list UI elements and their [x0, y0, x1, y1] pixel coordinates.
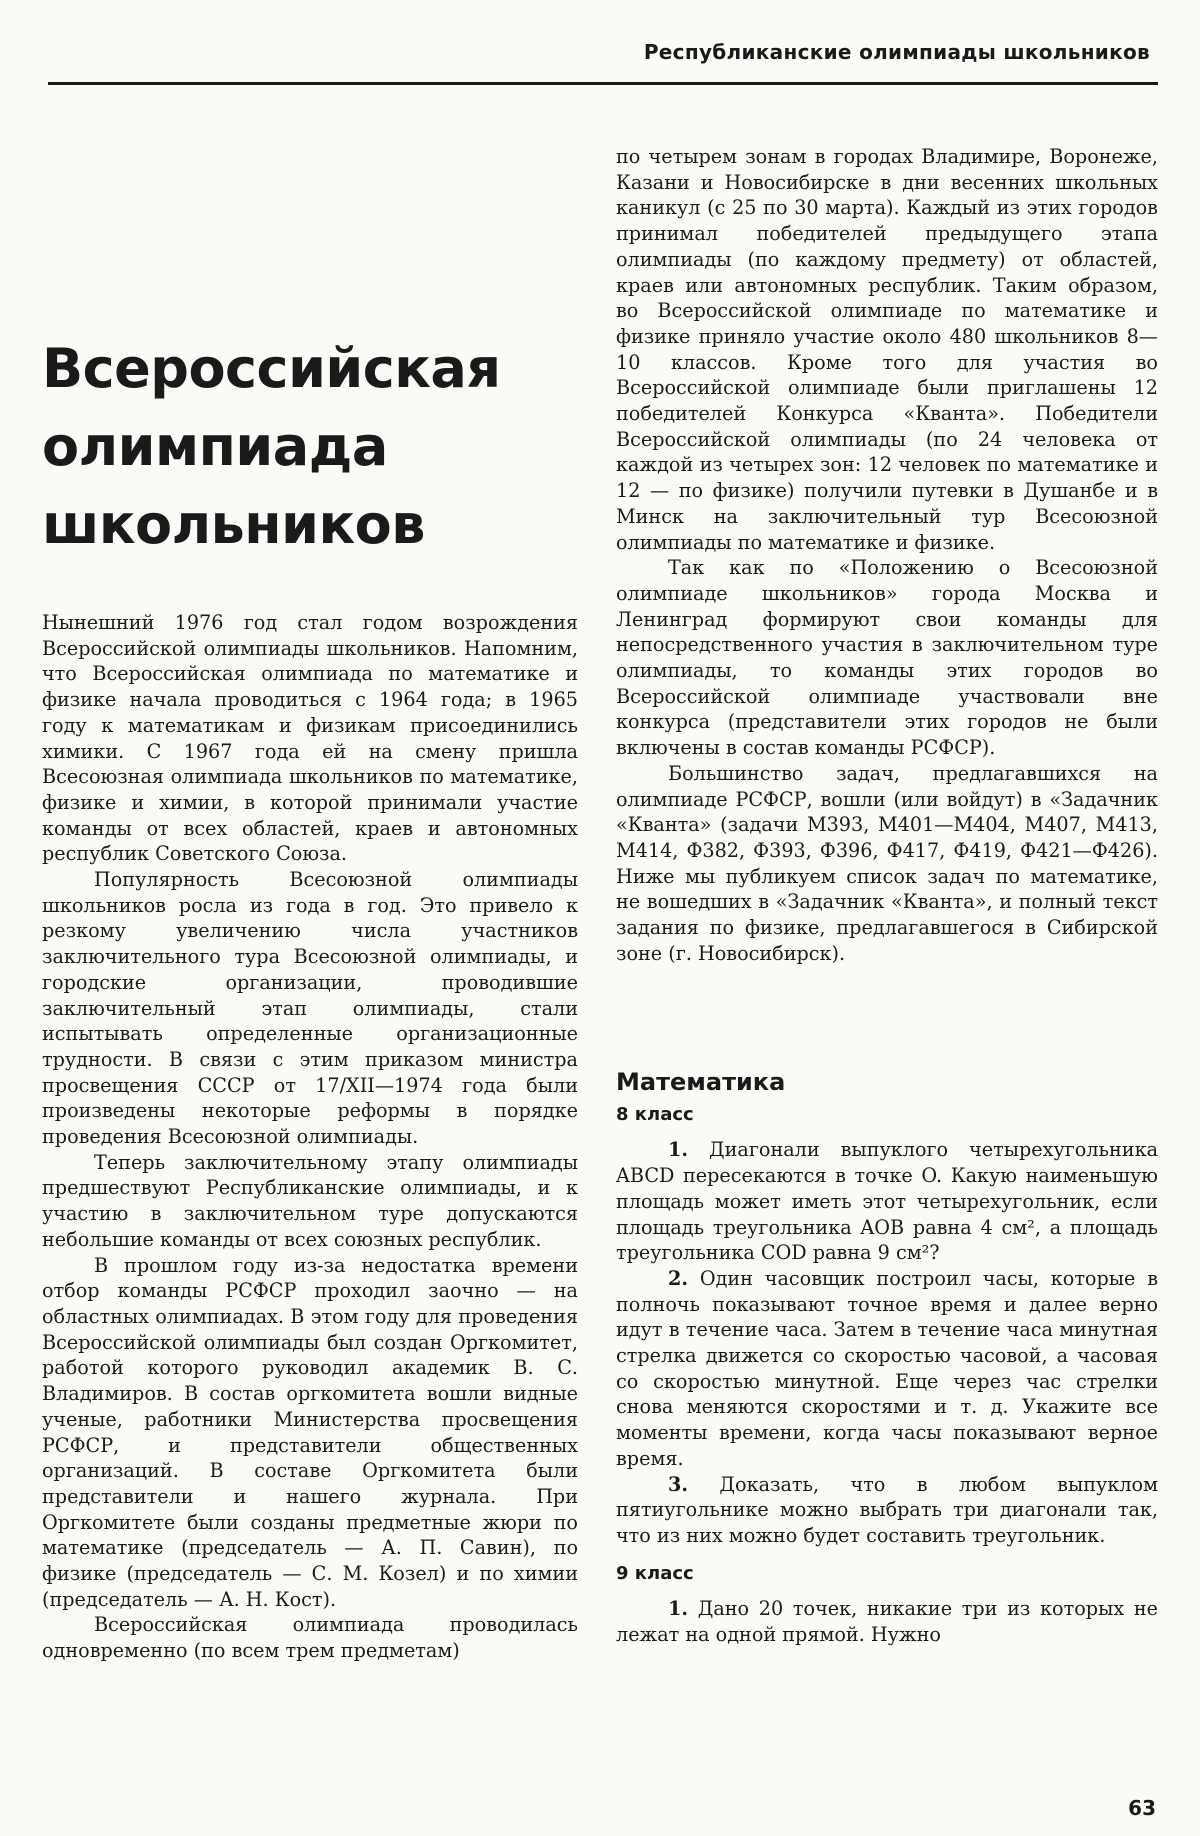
problem-number: 3.: [668, 1472, 689, 1496]
problem: [616, 1596, 1158, 1647]
running-header: [48, 28, 1158, 85]
problem-number: 1.: [668, 1597, 689, 1621]
paragraph: В прошлом году из-за недостатка времени отбор команды РСФСР проходил заочно — на областных олимпиадах. В этом году для проведения Всероссийской олимпиады был создан Оргкомитет, работой которого руководил академик В. С. Владимиров. В состав оргкомитета вошли видные ученые, работники Министерства просвещения РСФСР, и представители общественных организаций. В составе Оргкомитета были представители и нашего журнала. При Оргкомитете были созданы предметные жюри по математике (председатель — А. П. Савин), по физике (председатель — С. М. Козел) и по химии (председатель — А. Н. Кост).: [42, 1253, 578, 1611]
page-number: 63: [1128, 1796, 1156, 1820]
right-column: [616, 144, 1158, 967]
problem: [616, 1472, 1158, 1549]
running-title: Республиканские олимпиады школьников: [643, 40, 1150, 64]
math-section: [616, 1070, 1158, 1648]
grade-heading: 9 класс: [616, 1562, 694, 1584]
paragraph: Большинство задач, предлагавшихся на олимпиаде РСФСР, вошли (или войдут) в «Задачник «Кванта» (задачи М393, М401—М404, М407, М413, М414, Ф382, Ф393, Ф396, Ф417, Ф419, Ф421—Ф426). Ниже мы публикуем список задач по математике, не вошедших в «Задачник «Кванта», и полный текст задания по физике, предлагавшегося в Сибирской зоне (г. Новосибирск).: [616, 761, 1158, 965]
paragraph: Всероссийская олимпиада проводилась одновременно (по всем трем предметам): [42, 1613, 578, 1663]
left-column: [42, 610, 578, 1664]
problem-text: Диагонали выпуклого четырехугольника ABCD пересекаются в точке O. Какую наименьшую площадь может иметь этот четырехугольник, если площадь треугольника AOB равна 4 см², а площадь треугольника COD равна 9 см²?: [616, 1138, 1159, 1265]
problem: [616, 1137, 1158, 1266]
title-line: олимпиада: [42, 415, 388, 478]
problem-number: 1.: [668, 1138, 689, 1162]
paragraph: по четырем зонам в городах Владимире, Воронеже, Казани и Новосибирске в дни весенних школьных каникул (с 25 по 30 марта). Каждый из этих городов принимал победителей предыдущего этапа олимпиады (по каждому предмету) от областей, краев или автономных республик. Таким образом, во Всероссийской олимпиаде по математике и физике приняло участие около 480 школьников 8—10 классов. Кроме того для участия во Всероссийской олимпиаде были приглашены 12 победителей Конкурса «Кванта». Победители Всероссийской олимпиады (по 24 человека от каждой из четырех зон: 12 человек по математике и 12 — по физике) получили путевки в Душанбе и в Минск на заключительный тур Всесоюзной олимпиады по математике и физике.: [616, 145, 1158, 554]
problem: [616, 1266, 1158, 1472]
paragraph: Популярность Всесоюзной олимпиады школьников росла из года в год. Это привело к резкому увеличению числа участников заключительного тура Всесоюзной олимпиады, и городские организации, проводившие заключительный этап олимпиады, стали испытывать определенные организационные трудности. В связи с этим приказом министра просвещения СССР от 17/XII—1974 года были произведены некоторые реформы в порядке проведения Всесоюзной олимпиады.: [42, 868, 578, 1149]
problem-text: Один часовщик построил часы, которые в полночь показывают точное время и далее верно идут в течение часа. Затем в течение часа минутная стрелка движется со скоростью часовой, а часовая со скоростью минутной. Еще через час стрелки снова меняются скоростями и т. д. Укажите все моменты времени, когда часы показывают верное время.: [616, 1266, 1158, 1470]
paragraph: Так как по «Положению о Всесоюзной олимпиаде школьников» города Москва и Ленинград формируют свои команды для непосредственного участия в заключительном туре олимпиады, то команды этих городов во Всероссийской олимпиаде участвовали вне конкурса (представители этих городов не были включены в состав команды РСФСР).: [616, 556, 1158, 760]
grade-heading: 8 класс: [616, 1103, 694, 1125]
title-line: Всероссийская: [42, 337, 501, 400]
problem-text: Дано 20 точек, никакие три из которых не лежат на одной прямой. Нужно: [616, 1597, 1158, 1647]
paragraph: Нынешний 1976 год стал годом возрождения Всероссийской олимпиады школьников. Напомним, что Всероссийская олимпиада по математике и физике начала проводиться с 1964 года; в 1965 году к математикам и физикам присоединились химики. С 1967 года ей на смену пришла Всесоюзная олимпиада школьников по математике, физике и химии, в которой принимали участие команды от всех областей, краев и автономных республик Советского Союза.: [42, 611, 578, 866]
article-title: [42, 330, 602, 564]
title-line: школьников: [42, 493, 425, 556]
problem-text: Доказать, что в любом выпуклом пятиугольнике можно выбрать три диагонали так, что из них можно будет составить треугольник.: [616, 1472, 1158, 1547]
section-heading: Математика: [616, 1068, 786, 1096]
paragraph: Теперь заключительному этапу олимпиады предшествуют Республиканские олимпиады, и к участию в заключительном туре допускаются небольшие команды от всех союзных республик.: [42, 1150, 578, 1251]
problem-number: 2.: [668, 1266, 689, 1290]
